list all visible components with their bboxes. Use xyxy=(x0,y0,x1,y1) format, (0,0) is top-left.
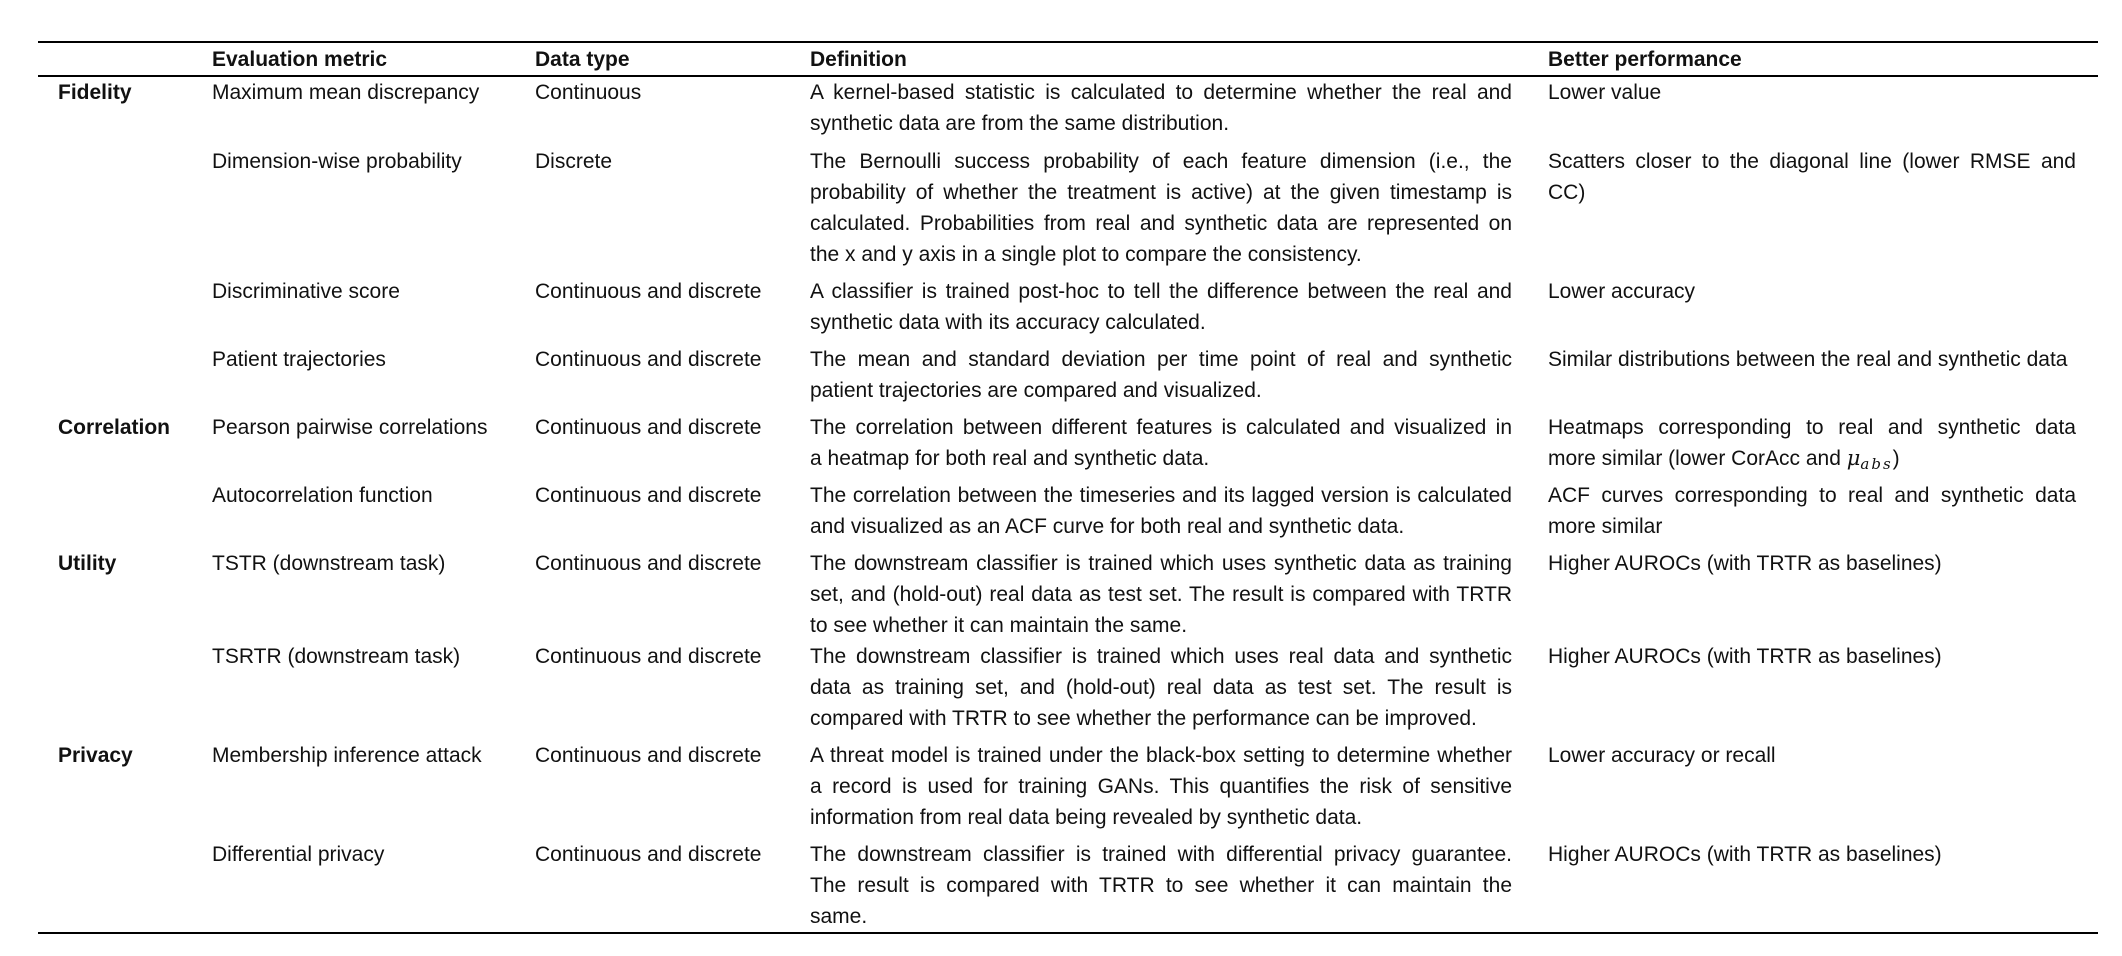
definition-line: A threat model is trained under the black-box setting to determine whether xyxy=(810,744,1512,767)
math-suffix: ) xyxy=(1892,447,1900,470)
header-data-type: Data type xyxy=(535,48,630,71)
definition-line: calculated. Probabilities from real and synthetic data are represented on xyxy=(810,212,1512,235)
metric-name: Maximum mean discrepancy xyxy=(212,81,480,104)
performance-line xyxy=(1548,839,2076,870)
metric-name: Dimension-wise probability xyxy=(212,150,462,173)
definition-line: to see whether it can maintain the same. xyxy=(810,614,1188,637)
definition-line: compared with TRTR to see whether the performance can be improved. xyxy=(810,707,1477,730)
performance-line-text: Higher AUROCs (with TRTR as baselines) xyxy=(1548,645,1942,668)
better-performance-text xyxy=(1548,77,2076,108)
performance-line-text: Higher AUROCs (with TRTR as baselines) xyxy=(1548,843,1942,866)
better-performance-text xyxy=(1548,276,2076,307)
definition-line: data as training set, and (hold-out) real data as test set. The result is xyxy=(810,676,1512,699)
category-label: Utility xyxy=(58,552,117,575)
data-type: Discrete xyxy=(535,150,613,173)
performance-line-text: Scatters closer to the diagonal line (lower RMSE and xyxy=(1548,150,2076,173)
definition-line: synthetic data with its accuracy calculated. xyxy=(810,311,1206,334)
definition-line: patient trajectories are compared and visualized. xyxy=(810,379,1262,402)
definition-text xyxy=(810,480,1512,542)
definition-line: synthetic data are from the same distribution. xyxy=(810,112,1230,135)
performance-line xyxy=(1548,641,2076,672)
table-row xyxy=(38,344,2098,412)
data-type: Continuous xyxy=(535,81,642,104)
data-type: Continuous and discrete xyxy=(535,280,762,303)
metric-name: TSRTR (downstream task) xyxy=(212,645,461,668)
definition-text xyxy=(810,77,1512,139)
table-row xyxy=(38,740,2098,839)
table-row xyxy=(38,77,2098,146)
header-better-performance: Better performance xyxy=(1548,48,1742,71)
metric-name: Discriminative score xyxy=(212,280,400,303)
definition-line: probability of whether the treatment is active) at the given timestamp is xyxy=(810,181,1512,204)
definition-text xyxy=(810,412,1512,474)
performance-line-text: Lower value xyxy=(1548,81,1662,104)
data-type: Continuous and discrete xyxy=(535,645,762,668)
performance-line xyxy=(1548,740,2076,771)
header-definition: Definition xyxy=(810,48,907,71)
metric-name: Membership inference attack xyxy=(212,744,482,767)
performance-line xyxy=(1548,480,2076,511)
definition-line: A kernel-based statistic is calculated to determine whether the real and xyxy=(810,81,1512,104)
definition-line: A classifier is trained post-hoc to tell the difference between the real and xyxy=(810,280,1512,303)
performance-line-text: Lower accuracy xyxy=(1548,280,1696,303)
definition-line: The correlation between different features is calculated and visualized in xyxy=(810,416,1512,439)
table-row xyxy=(38,480,2098,548)
performance-line-text: Similar distributions between the real and synthetic data xyxy=(1548,348,2068,371)
definition-line: a record is used for training GANs. This quantifies the risk of sensitive xyxy=(810,775,1512,798)
category-label: Fidelity xyxy=(58,81,132,104)
bottom-rule xyxy=(38,932,2098,934)
performance-line xyxy=(1548,511,2076,542)
definition-line: a heatmap for both real and synthetic data. xyxy=(810,447,1210,470)
table-row xyxy=(38,412,2098,480)
metric-name: Pearson pairwise correlations xyxy=(212,416,488,439)
performance-line xyxy=(1548,412,2076,443)
data-type: Continuous and discrete xyxy=(535,484,762,507)
performance-line-text: Lower accuracy or recall xyxy=(1548,744,1776,767)
performance-line-text: Heatmaps corresponding to real and synthetic data xyxy=(1548,416,2076,439)
definition-text xyxy=(810,641,1512,734)
better-performance-text xyxy=(1548,480,2076,542)
performance-line xyxy=(1548,344,2076,375)
definition-line: The downstream classifier is trained which uses real data and synthetic xyxy=(810,645,1512,668)
better-performance-text xyxy=(1548,412,2076,480)
evaluation-metrics-table xyxy=(38,41,2098,934)
definition-text xyxy=(810,146,1512,270)
better-performance-text xyxy=(1548,146,2076,208)
mu-abs-symbol xyxy=(1846,446,1893,473)
performance-line-text: more similar xyxy=(1548,515,1663,538)
table-row xyxy=(38,641,2098,740)
performance-line-text: ACF curves corresponding to real and synthetic data xyxy=(1548,484,2076,507)
performance-line xyxy=(1548,548,2076,579)
table-row xyxy=(38,276,2098,344)
table-header xyxy=(38,43,2098,75)
better-performance-text xyxy=(1548,839,2076,870)
definition-line: same. xyxy=(810,905,868,928)
math-symbol: μ xyxy=(1846,446,1861,470)
category-label: Correlation xyxy=(58,416,171,439)
header-evaluation-metric: Evaluation metric xyxy=(212,48,388,71)
metric-name: Differential privacy xyxy=(212,843,385,866)
data-type: Continuous and discrete xyxy=(535,843,762,866)
definition-text xyxy=(810,276,1512,338)
definition-text xyxy=(810,548,1512,641)
definition-line: The Bernoulli success probability of each feature dimension (i.e., the xyxy=(810,150,1512,173)
definition-text xyxy=(810,740,1512,833)
better-performance-text xyxy=(1548,344,2076,375)
metric-name: TSTR (downstream task) xyxy=(212,552,446,575)
performance-line xyxy=(1548,146,2076,177)
table-row xyxy=(38,548,2098,641)
definition-line: The downstream classifier is trained which uses synthetic data as training xyxy=(810,552,1512,575)
data-type: Continuous and discrete xyxy=(535,744,762,767)
performance-line-text: Higher AUROCs (with TRTR as baselines) xyxy=(1548,552,1942,575)
table-row xyxy=(38,839,2098,932)
definition-line: The correlation between the timeseries and its lagged version is calculated xyxy=(810,484,1512,507)
definition-line: set, and (hold-out) real data as test set. The result is compared with TRTR xyxy=(810,583,1512,606)
table-row xyxy=(38,146,2098,276)
definition-line: the x and y axis in a single plot to compare the consistency. xyxy=(810,243,1362,266)
data-type: Continuous and discrete xyxy=(535,552,762,575)
definition-line: and visualized as an ACF curve for both real and synthetic data. xyxy=(810,515,1405,538)
definition-text xyxy=(810,344,1512,406)
performance-line-text: CC) xyxy=(1548,181,1586,204)
better-performance-text xyxy=(1548,548,2076,579)
performance-line xyxy=(1548,443,2076,480)
definition-line: The downstream classifier is trained with differential privacy guarantee. xyxy=(810,843,1512,866)
performance-line xyxy=(1548,77,2076,108)
category-label: Privacy xyxy=(58,744,133,767)
performance-line-text: more similar (lower CorAcc and xyxy=(1548,447,1847,470)
table-body xyxy=(38,77,2098,932)
performance-line xyxy=(1548,276,2076,307)
definition-line: The result is compared with TRTR to see whether it can maintain the xyxy=(810,874,1512,897)
better-performance-text xyxy=(1548,740,2076,771)
definition-line: The mean and standard deviation per time point of real and synthetic xyxy=(810,348,1512,371)
data-type: Continuous and discrete xyxy=(535,416,762,439)
definition-text xyxy=(810,839,1512,932)
better-performance-text xyxy=(1548,641,2076,672)
math-subscript: abs xyxy=(1860,455,1893,473)
performance-line xyxy=(1548,177,2076,208)
metric-name: Autocorrelation function xyxy=(212,484,433,507)
metric-name: Patient trajectories xyxy=(212,348,386,371)
definition-line: information from real data being revealed by synthetic data. xyxy=(810,806,1363,829)
data-type: Continuous and discrete xyxy=(535,348,762,371)
